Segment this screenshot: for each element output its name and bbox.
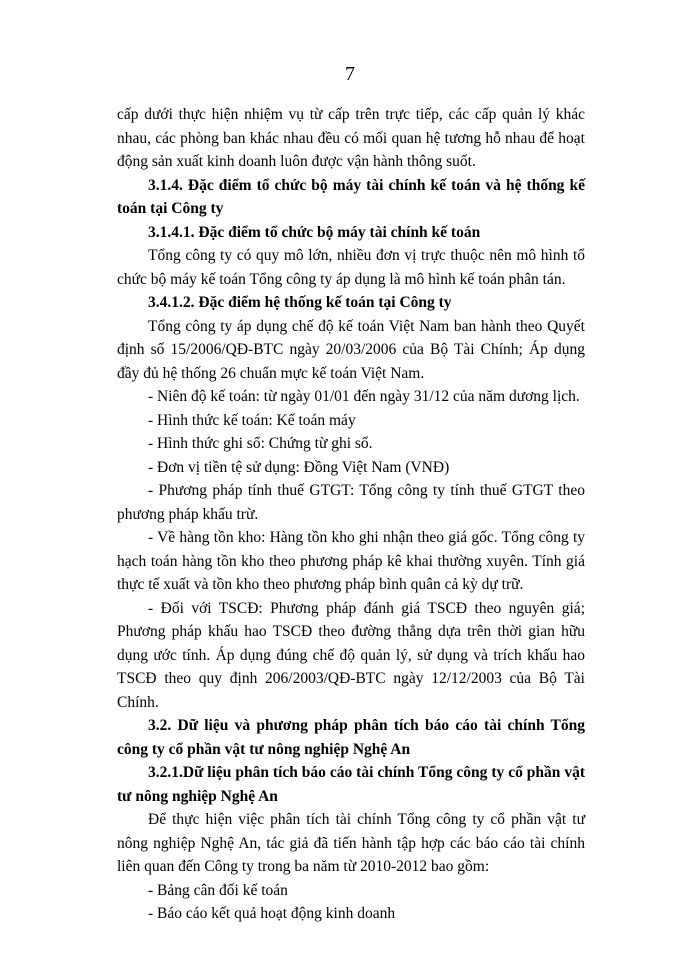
section-heading: 3.2.1.Dữ liệu phân tích báo cáo tài chính Tổng công ty cổ phần vật tư nông nghiệp Nghệ An <box>117 764 585 805</box>
paragraph: - Báo cáo kết quả hoạt động kinh doanh <box>148 905 396 922</box>
paragraph: Để thực hiện việc phân tích tài chính Tổng công ty cổ phần vật tư nông nghiệp Nghệ An, tác giả đã tiến hành tập hợp các báo cáo tài chính liên quan đến Công ty trong ba năm từ 2010-2012 bao gồm: <box>117 811 585 875</box>
paragraph: Tổng công ty áp dụng chế độ kế toán Việt Nam ban hành theo Quyết định số 15/2006/QĐ-BTC ngày 20/03/2006 của Bộ Tài Chính; Áp dụng đầy đủ hệ thống 26 chuẩn mực kế toán Việt Nam. <box>117 317 585 382</box>
section-heading: 3.1.4.1. Đặc điểm tổ chức bộ máy tài chính kế toán <box>148 223 481 241</box>
paragraph: - Bảng cân đối kế toán <box>148 881 288 899</box>
paragraph: - Về hàng tồn kho: Hàng tồn kho ghi nhận theo giá gốc. Tổng công ty hạch toán hàng tồn kho theo phương pháp kê khai thường xuyên. Tính giá thực tế xuất và tồn kho theo phương pháp bình quân cả kỳ dự trữ. <box>117 529 585 593</box>
page-number: 7 <box>345 63 355 85</box>
paragraph: - Hình thức kế toán: Kế toán máy <box>148 411 356 429</box>
document-body <box>117 103 585 926</box>
paragraph: cấp dưới thực hiện nhiệm vụ từ cấp trên trực tiếp, các cấp quản lý khác nhau, các phòng ban khác nhau đều có mối quan hệ tương hỗ nhau để hoạt động sản xuất kinh doanh luôn được vận hành thông suốt. <box>117 106 585 170</box>
paragraph: - Niên độ kế toán: từ ngày 01/01 đến ngày 31/12 của năm dương lịch. <box>148 388 580 405</box>
section-heading: 3.1.4. Đặc điểm tổ chức bộ máy tài chính kế toán và hệ thống kế toán tại Công ty <box>117 176 585 217</box>
paragraph: - Hình thức ghi sổ: Chứng từ ghi sổ. <box>148 435 373 452</box>
paragraph: - Đối với TSCĐ: Phương pháp đánh giá TSCĐ theo nguyên giá; Phương pháp khấu hao TSCĐ theo đường thẳng dựa trên thời gian hữu dụng ước tính. Áp dụng đúng chế độ quản lý, sử dụng và trích khấu hao TSCĐ theo quy định 206/2003/QĐ-BTC ngày 12/12/2003 của Bộ Tài Chính. <box>117 599 585 711</box>
paragraph: Tổng công ty có quy mô lớn, nhiều đơn vị trực thuộc nên mô hình tổ chức bộ máy kế toán Tổng công ty áp dụng là mô hình kế toán phân tán. <box>117 247 585 288</box>
section-heading: 3.2. Dữ liệu và phương pháp phân tích báo cáo tài chính Tổng công ty cổ phần vật tư nông nghiệp Nghệ An <box>117 717 585 758</box>
paragraph: - Đơn vị tiền tệ sử dụng: Đồng Việt Nam (VNĐ) <box>148 458 450 476</box>
section-heading: 3.4.1.2. Đặc điểm hệ thống kế toán tại Công ty <box>148 294 452 311</box>
paragraph: - Phương pháp tính thuế GTGT: Tổng công ty tính thuế GTGT theo phương pháp khấu trừ. <box>117 482 585 523</box>
